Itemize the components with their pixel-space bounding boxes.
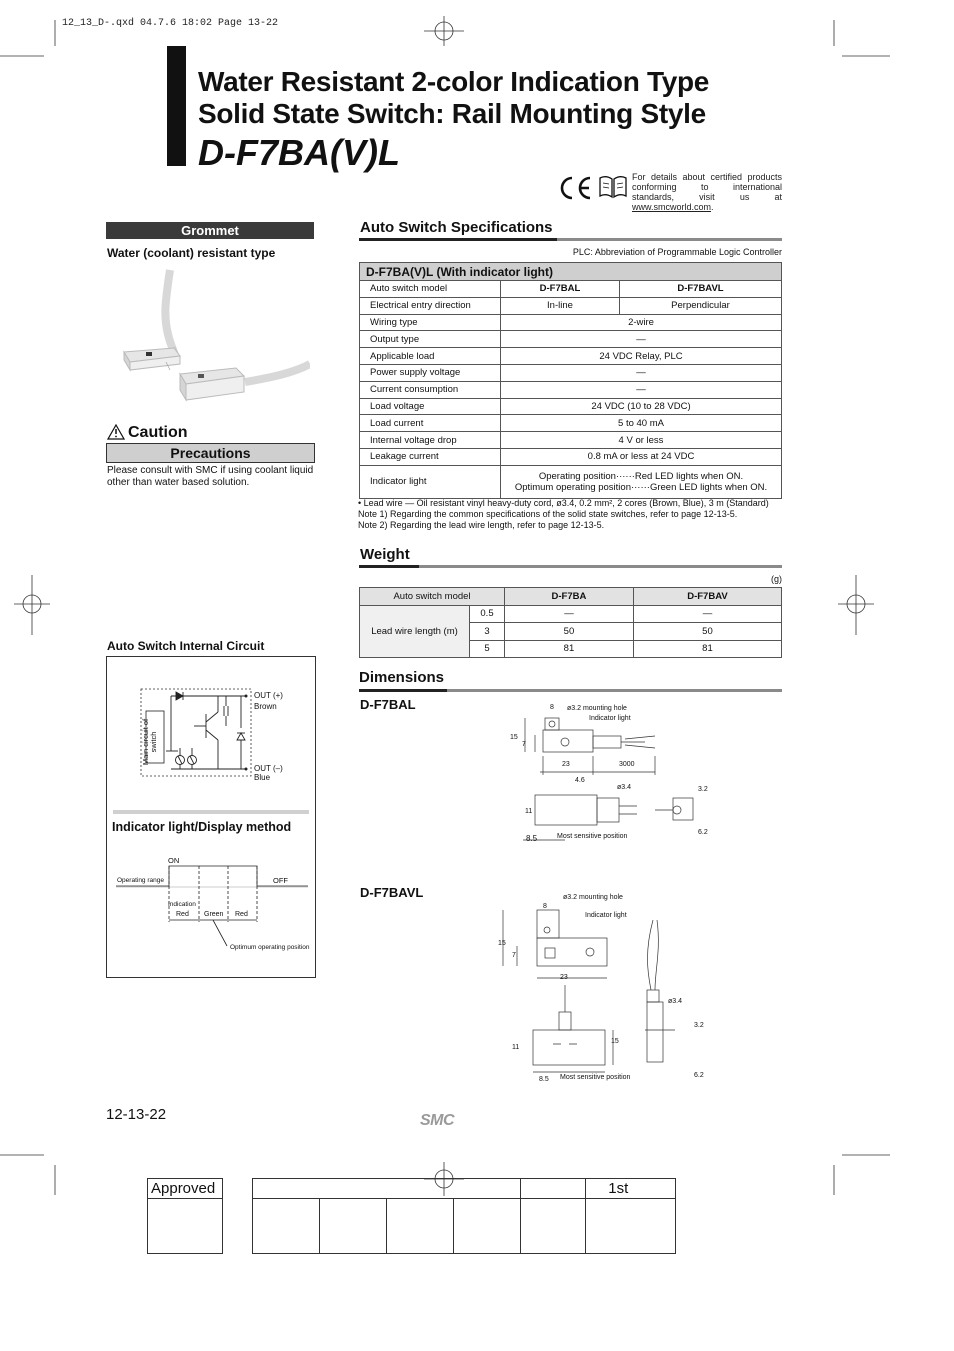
row-label: Output type: [360, 331, 501, 348]
row-value: 4 V or less: [501, 432, 782, 449]
smc-logo: SMC: [420, 1112, 455, 1129]
indicator-value: [501, 465, 782, 498]
weight-rule: [359, 565, 782, 568]
on-label: ON: [168, 856, 180, 865]
row-value: —: [501, 331, 782, 348]
rev-cell: [253, 1179, 521, 1199]
table-row: [360, 448, 782, 465]
table-row: [360, 297, 782, 314]
table-row: [360, 605, 782, 623]
divider: [113, 810, 309, 814]
indication-label: Indication: [168, 901, 196, 908]
row-label: Internal voltage drop: [360, 432, 501, 449]
row-label: Load current: [360, 415, 501, 432]
d2-dim-8: 8: [543, 903, 547, 910]
row-label: Leakage current: [360, 448, 501, 465]
cert-text: For details about certified products conforming to international standards, visit us at: [632, 172, 782, 202]
optimum-position-label: Optimum operating position: [230, 944, 310, 951]
col-a: D-F7BA: [505, 588, 634, 606]
d2-dim-62: 6.2: [694, 1072, 704, 1079]
warning-triangle-icon: [107, 424, 125, 440]
model-a: D-F7BAL: [501, 281, 620, 298]
model-b: D-F7BAVL: [619, 281, 781, 298]
table-row: [360, 281, 782, 298]
val-b: 81: [633, 640, 781, 658]
row-value: —: [501, 381, 782, 398]
d1-mounting-hole: ø3.2 mounting hole: [567, 705, 627, 712]
table-row: [360, 415, 782, 432]
book-icon: [598, 174, 628, 200]
table-row: [360, 348, 782, 365]
rev-cell: [253, 1199, 320, 1254]
dimensions-heading: Dimensions: [359, 669, 445, 686]
table-row: [360, 314, 782, 331]
blue-label: Blue: [254, 773, 271, 782]
table-row: [360, 432, 782, 449]
val-a: —: [505, 605, 634, 623]
precautions-text: Please consult with SMC if using coolant liquid other than water based solution.: [107, 465, 314, 488]
d1-dim-23: 23: [562, 761, 570, 768]
d2-dim-15b: 15: [611, 1038, 619, 1045]
row-value: 24 VDC (10 to 28 VDC): [501, 398, 782, 415]
rev-cell: [387, 1199, 454, 1254]
red-label-1: Red: [176, 911, 189, 918]
weight-heading: Weight: [360, 546, 410, 563]
approved-label: Approved: [148, 1179, 222, 1199]
val-a: 50: [505, 623, 634, 641]
dimensions-rule: [359, 689, 782, 692]
weight-unit: (g): [771, 574, 782, 584]
d1-dim-8: 8: [550, 704, 554, 711]
specs-heading: Auto Switch Specifications: [360, 219, 553, 236]
product-photo: [110, 262, 310, 422]
col-model: Auto switch model: [360, 588, 505, 606]
page-title-line1: Water Resistant 2-color Indication Type: [198, 66, 710, 97]
d1-dim-34: ø3.4: [617, 784, 632, 791]
spec-table: [359, 262, 782, 499]
grommet-bar: Grommet: [106, 222, 314, 239]
len: 5: [470, 640, 505, 658]
note-2: Note 2) Regarding the lead wire length, refer to page 12-13-5.: [358, 520, 605, 530]
out-minus-label: OUT (–): [254, 764, 283, 773]
specs-rule: [359, 238, 782, 241]
operating-range-label: Operating range: [117, 877, 164, 884]
page-title-line2: Solid State Switch: Rail Mounting Style: [198, 98, 706, 129]
drawing-inline: [505, 700, 715, 850]
certification-note: [632, 172, 782, 212]
val-a: 81: [505, 640, 634, 658]
d2-dim-32: 3.2: [694, 1022, 704, 1029]
first-label: 1st: [586, 1179, 676, 1199]
row-label: Indicator light: [360, 465, 501, 498]
table-row: [360, 331, 782, 348]
len: 0.5: [470, 605, 505, 623]
d1-sensitive-position: Most sensitive position: [557, 833, 628, 840]
row-label: Applicable load: [360, 348, 501, 365]
precautions-bar: Precautions: [106, 443, 315, 463]
water-resistant-heading: Water (coolant) resistant type: [107, 246, 276, 260]
model-number: D-F7BA(V)L: [198, 132, 400, 173]
row-label: Current consumption: [360, 381, 501, 398]
main-circuit-label: Main circuit of switch: [141, 718, 158, 766]
page-number: 12-13-22: [106, 1106, 167, 1123]
row-label: Wiring type: [360, 314, 501, 331]
caution-heading: Caution: [128, 424, 188, 441]
table-header-row: [360, 588, 782, 606]
rev-cell: [521, 1199, 586, 1254]
d1-dim-7: 7: [522, 741, 526, 748]
plc-note: PLC: Abbreviation of Programmable Logic Controller: [572, 247, 782, 257]
d1-dim-46: 4.6: [575, 777, 585, 784]
row-value: 2-wire: [501, 314, 782, 331]
table-row: [360, 398, 782, 415]
d2-dim-85: 8.5: [539, 1076, 549, 1083]
circuit-diagram: [106, 656, 314, 806]
row-label: Electrical entry direction: [360, 297, 501, 314]
val-b: 50: [633, 623, 781, 641]
row-value: 24 VDC Relay, PLC: [501, 348, 782, 365]
smcworld-link[interactable]: www.smcworld.com: [632, 202, 712, 212]
entry-a: In-line: [501, 297, 620, 314]
revision-table: [252, 1178, 676, 1254]
approved-box: [147, 1178, 223, 1254]
d1-dim-32: 3.2: [698, 786, 708, 793]
table-row: [360, 364, 782, 381]
indicator-line1: Operating position······Red LED lights when ON.: [538, 470, 744, 482]
weight-table: [359, 587, 782, 658]
d1-dim-85: 8.5: [526, 834, 538, 843]
d2-sensitive-position: Most sensitive position: [560, 1074, 631, 1081]
rev-cell: [586, 1199, 676, 1254]
green-label: Green: [204, 911, 224, 918]
title-accent-bar: [167, 46, 186, 166]
rev-cell: [320, 1199, 387, 1254]
circuit-heading: Auto Switch Internal Circuit: [107, 639, 265, 653]
rev-cell: [454, 1199, 521, 1254]
entry-b: Perpendicular: [619, 297, 781, 314]
val-b: —: [633, 605, 781, 623]
spec-table-title: D-F7BA(V)L (With indicator light): [360, 263, 782, 281]
d2-indicator-light: Indicator light: [585, 912, 627, 919]
model1-heading: D-F7BAL: [360, 697, 416, 712]
d1-dim-62: 6.2: [698, 829, 708, 836]
file-info: 12_13_D-.qxd 04.7.6 18:02 Page 13-22: [62, 18, 279, 29]
d2-dim-23: 23: [560, 974, 568, 981]
rev-cell: [521, 1179, 586, 1199]
table-row: [360, 465, 782, 498]
note-lead-wire: • Lead wire — Oil resistant vinyl heavy-duty cord, ø3.4, 0.2 mm², 2 cores (Brown, Blue), 3 m (Standard): [358, 498, 769, 508]
row-label: Lead wire length (m): [360, 605, 470, 658]
spec-notes: [358, 498, 788, 531]
d1-dim-3000: 3000: [619, 761, 635, 768]
len: 3: [470, 623, 505, 641]
row-value: 0.8 mA or less at 24 VDC: [501, 448, 782, 465]
red-label-2: Red: [235, 911, 248, 918]
indicator-heading: Indicator light/Display method: [112, 820, 292, 834]
d1-indicator-light: Indicator light: [589, 715, 631, 722]
row-label: Load voltage: [360, 398, 501, 415]
d2-dim-34: ø3.4: [668, 998, 683, 1005]
d2-dim-7: 7: [512, 952, 516, 959]
d2-mounting-hole: ø3.2 mounting hole: [563, 894, 623, 901]
row-value: —: [501, 364, 782, 381]
row-label: Auto switch model: [360, 281, 501, 298]
brown-label: Brown: [254, 702, 277, 711]
d2-dim-11: 11: [512, 1044, 520, 1051]
model2-heading: D-F7BAVL: [360, 885, 424, 900]
table-row: [360, 381, 782, 398]
col-b: D-F7BAV: [633, 588, 781, 606]
d2-dim-15: 15: [498, 940, 506, 947]
row-label: Power supply voltage: [360, 364, 501, 381]
drawing-perpendicular: [495, 890, 720, 1090]
row-value: 5 to 40 mA: [501, 415, 782, 432]
off-label: OFF: [273, 876, 288, 885]
d1-dim-15: 15: [510, 734, 518, 741]
note-1: Note 1) Regarding the common specifications of the solid state switches, refer to page 12-13-5.: [358, 509, 738, 519]
indicator-line2: Optimum operating position······Green LED lights when ON.: [514, 481, 768, 493]
out-plus-label: OUT (+): [254, 691, 283, 700]
cert-end: .: [711, 202, 714, 212]
d1-dim-11: 11: [525, 808, 533, 815]
